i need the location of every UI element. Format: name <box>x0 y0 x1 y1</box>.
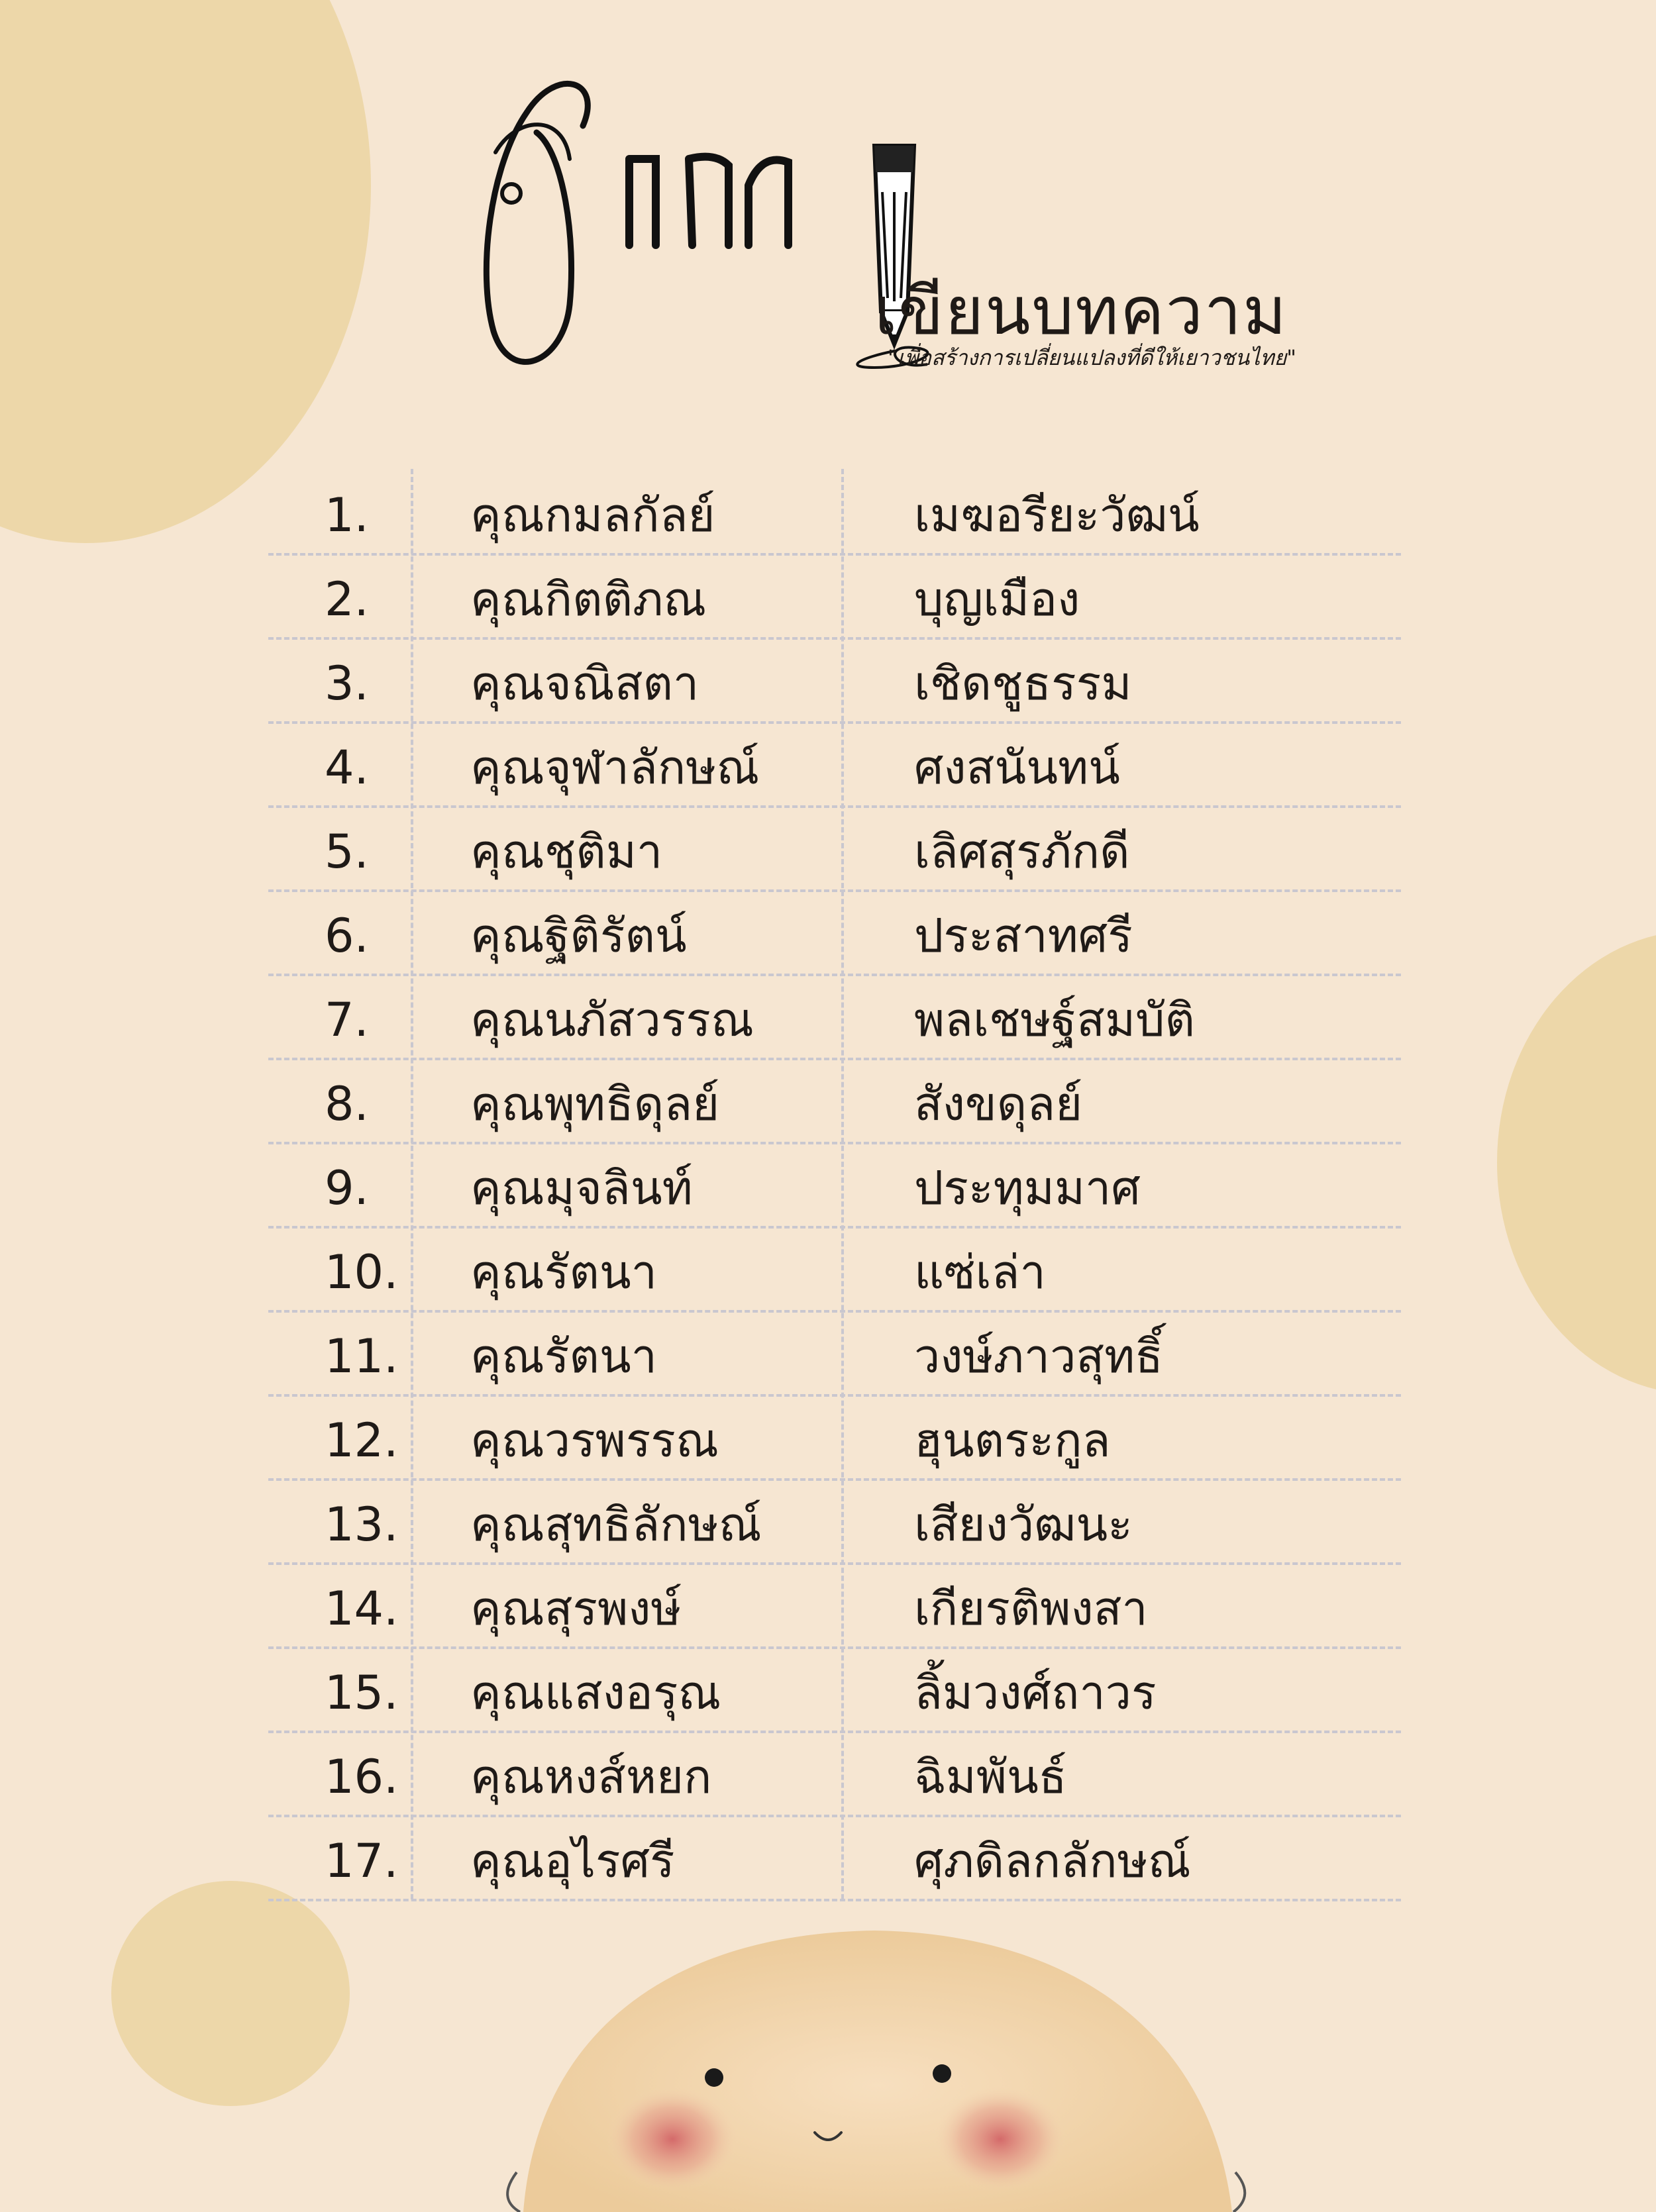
row-number: 11. <box>325 1329 399 1383</box>
first-name: คุณพุทธิดุลย์ <box>470 1077 720 1131</box>
first-name: คุณชุติมา <box>470 825 663 879</box>
row-number: 3. <box>325 656 369 711</box>
last-name: เมฆอรียะวัฒน์ <box>914 488 1200 542</box>
first-name: คุณจุฬาลักษณ์ <box>470 740 760 795</box>
last-name: ลิ้มวงศ์ถาวร <box>914 1666 1157 1720</box>
first-name: คุณกิตติภณ <box>470 572 707 627</box>
table-row <box>268 1142 1401 1229</box>
row-number: 17. <box>325 1834 399 1888</box>
row-number: 13. <box>325 1497 399 1552</box>
logo-main-text <box>464 53 465 54</box>
row-number: 8. <box>325 1077 369 1131</box>
row-number: 7. <box>325 993 369 1047</box>
logo-subtitle: เขียนบทความ <box>874 272 1288 350</box>
first-name: คุณวรพรรณ <box>470 1413 719 1468</box>
table-row <box>268 889 1401 976</box>
logo-tagline: "เพื่อสร้างการเปลี่ยนแปลงที่ดีให้เยาวชนไทย" <box>888 345 1296 370</box>
table-row <box>268 805 1401 892</box>
first-name: คุณกมลกัลย์ <box>470 488 715 542</box>
last-name: ประสาทศรี <box>914 909 1133 963</box>
row-number: 2. <box>325 572 369 627</box>
table-row <box>268 1562 1401 1649</box>
last-name: ประทุมมาศ <box>914 1161 1141 1215</box>
last-name: ศงสนันทน์ <box>914 740 1121 795</box>
table-row <box>268 1815 1401 1901</box>
table-row <box>268 1226 1401 1313</box>
logo <box>464 53 1296 424</box>
row-number: 1. <box>325 488 369 542</box>
last-name: เสียงวัฒนะ <box>914 1497 1133 1552</box>
table-row <box>268 1646 1401 1733</box>
last-name: บุญเมือง <box>914 572 1080 627</box>
table-row <box>268 1731 1401 1817</box>
first-name: คุณแสงอรุณ <box>470 1666 721 1720</box>
first-name: คุณอุไรศรี <box>470 1834 675 1888</box>
table-row <box>268 1310 1401 1397</box>
first-name: คุณสุรพงษ์ <box>470 1582 682 1636</box>
table-row <box>268 1394 1401 1481</box>
last-name: พลเชษฐ์สมบัติ <box>914 993 1195 1047</box>
table-row <box>268 1058 1401 1144</box>
mascot-face-icon <box>464 1907 1298 2212</box>
row-number: 16. <box>325 1750 399 1804</box>
row-number: 5. <box>325 825 369 879</box>
first-name: คุณสุทธิลักษณ์ <box>470 1497 762 1552</box>
first-name: คุณรัตนา <box>470 1245 657 1299</box>
table-row <box>268 974 1401 1060</box>
first-name: คุณจณิสตา <box>470 656 699 711</box>
row-number: 12. <box>325 1413 399 1468</box>
row-number: 14. <box>325 1582 399 1636</box>
last-name: ฮุนตระกูล <box>914 1413 1111 1468</box>
first-name: คุณฐิติรัตน์ <box>470 909 687 963</box>
table-row <box>268 721 1401 808</box>
last-name: ศุภดิลกลักษณ์ <box>914 1834 1191 1888</box>
row-number: 9. <box>325 1161 369 1215</box>
names-table <box>268 469 1401 1906</box>
first-name: คุณนภัสวรรณ <box>470 993 754 1047</box>
row-number: 10. <box>325 1245 399 1299</box>
table-row <box>268 469 1401 556</box>
last-name: เชิดชูธรรม <box>914 656 1132 711</box>
table-row <box>268 553 1401 640</box>
last-name: เลิศสุรภักดี <box>914 825 1130 879</box>
table-row <box>268 1478 1401 1565</box>
first-name: คุณรัตนา <box>470 1329 657 1383</box>
logo-main-art <box>464 53 835 411</box>
last-name: เกียรติพงสา <box>914 1582 1148 1636</box>
first-name: คุณมุจลินท์ <box>470 1161 693 1215</box>
decor-circle-top-left <box>0 0 371 543</box>
row-number: 4. <box>325 740 369 795</box>
first-name: คุณหงส์หยก <box>470 1750 712 1804</box>
decor-circle-right <box>1497 930 1656 1394</box>
row-number: 15. <box>325 1666 399 1720</box>
last-name: ฉิมพันธ์ <box>914 1750 1067 1804</box>
last-name: วงษ์ภาวสุทธิ์ <box>914 1329 1163 1383</box>
table-row <box>268 637 1401 724</box>
last-name: แซ่เล่า <box>914 1245 1046 1299</box>
row-number: 6. <box>325 909 369 963</box>
decor-circle-bottom-left <box>111 1881 350 2106</box>
last-name: สังขดุลย์ <box>914 1077 1083 1131</box>
